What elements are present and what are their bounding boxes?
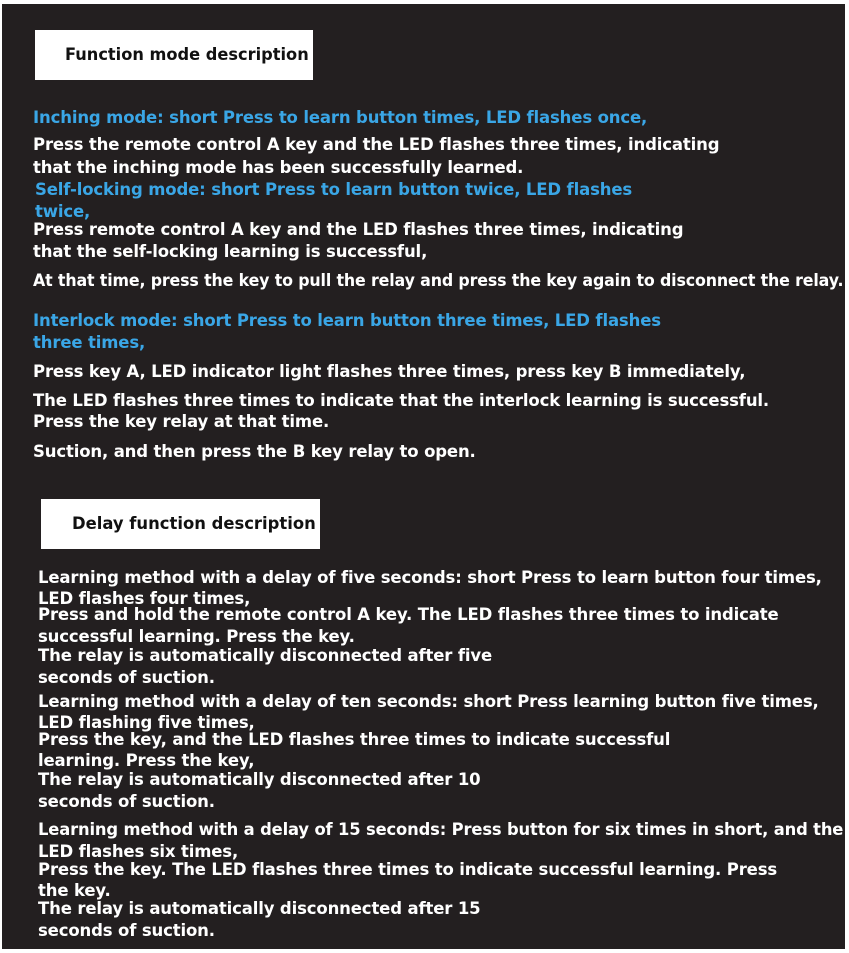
instruction-panel (2, 4, 845, 949)
interlock-mode-line: Press key A, LED indicator light flashes three times, press key B immediately, (33, 362, 746, 381)
interlock-mode-heading: three times, (33, 333, 146, 352)
delay-ten-line: learning. Press the key, (38, 751, 255, 770)
delay-five-line: seconds of suction. (38, 668, 215, 687)
inching-mode-heading: Inching mode: short Press to learn button times, LED flashes once, (33, 108, 648, 127)
delay-function-header (41, 499, 320, 549)
self-locking-mode-heading: Self-locking mode: short Press to learn button twice, LED flashes (35, 180, 633, 199)
delay-fifteen-line: the key. (38, 881, 111, 900)
delay-ten-line: LED flashing five times, (38, 713, 255, 732)
self-locking-mode-line: Press remote control A key and the LED flashes three times, indicating (33, 220, 684, 239)
delay-five-line: LED flashes four times, (38, 589, 251, 608)
self-locking-mode-heading: twice, (35, 202, 91, 221)
inching-mode-line: Press the remote control A key and the LED flashes three times, indicating (33, 135, 720, 154)
delay-fifteen-line: LED flashes six times, (38, 842, 239, 861)
delay-ten-line: Learning method with a delay of ten seconds: short Press learning button five times, (38, 692, 819, 711)
function-mode-header (35, 30, 313, 80)
delay-fifteen-line: Learning method with a delay of 15 seconds: Press button for six times in short, and the (38, 820, 844, 839)
interlock-mode-line: Suction, and then press the B key relay to open. (33, 442, 476, 461)
delay-ten-line: Press the key, and the LED flashes three times to indicate successful (38, 730, 671, 749)
interlock-mode-heading: Interlock mode: short Press to learn button three times, LED flashes (33, 311, 661, 330)
interlock-mode-line: Press the key relay at that time. (33, 412, 330, 431)
delay-fifteen-line: Press the key. The LED flashes three times to indicate successful learning. Press (38, 860, 778, 879)
self-locking-mode-line: that the self-locking learning is successful, (33, 242, 428, 261)
inching-mode-line: that the inching mode has been successfully learned. (33, 158, 524, 177)
delay-fifteen-line: seconds of suction. (38, 921, 215, 940)
delay-fifteen-line: The relay is automatically disconnected after 15 (38, 899, 481, 918)
interlock-mode-line: The LED flashes three times to indicate that the interlock learning is successful. (33, 391, 770, 410)
delay-five-line: The relay is automatically disconnected after five (38, 646, 493, 665)
delay-function-header-text: Delay function description (72, 514, 316, 534)
function-mode-header-text: Function mode description (65, 45, 309, 65)
delay-ten-line: The relay is automatically disconnected after 10 (38, 770, 481, 789)
delay-five-line: Learning method with a delay of five seconds: short Press to learn button four times, (38, 568, 822, 587)
delay-five-line: Press and hold the remote control A key. The LED flashes three times to indicate (38, 605, 779, 624)
self-locking-mode-line: At that time, press the key to pull the relay and press the key again to disconnect the relay. (33, 271, 844, 290)
delay-ten-line: seconds of suction. (38, 792, 215, 811)
delay-five-line: successful learning. Press the key. (38, 627, 355, 646)
